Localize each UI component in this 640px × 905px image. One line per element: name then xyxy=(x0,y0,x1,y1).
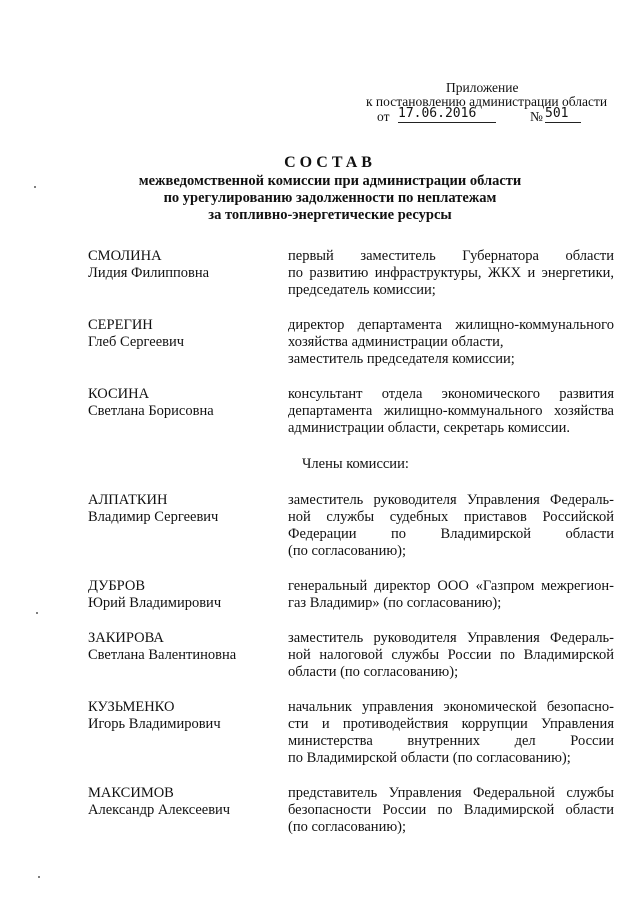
person-name xyxy=(88,492,278,526)
role-line: заместитель председателя комиссии; xyxy=(288,351,515,367)
person-name xyxy=(88,785,278,819)
person-role xyxy=(288,317,614,368)
person-given-names: Глеб Сергеевич xyxy=(88,334,185,350)
person-surname: АЛПАТКИН xyxy=(88,492,168,508)
person-name xyxy=(88,386,278,420)
document-subtitle-line-3: за топливно-энергетические ресурсы xyxy=(208,207,452,223)
person-role xyxy=(288,630,614,681)
role-line: генеральный директор ООО «Газпром межрегион- xyxy=(288,578,614,594)
person-surname: МАКСИМОВ xyxy=(88,785,174,801)
person-given-names: Александр Алексеевич xyxy=(88,802,231,818)
role-line: начальник управления экономической безопасно- xyxy=(288,699,614,715)
role-line: ной налоговой службы России по Владимирской xyxy=(288,647,614,663)
role-line: хозяйства администрации области, xyxy=(288,334,504,350)
person-given-names: Светлана Валентиновна xyxy=(88,647,237,663)
role-line: области (по согласованию); xyxy=(288,664,459,680)
role-line: представитель Управления Федеральной службы xyxy=(288,785,614,801)
person-surname: ДУБРОВ xyxy=(88,578,146,594)
role-line: администрации области, секретарь комиссии. xyxy=(288,420,570,436)
role-line: (по согласованию); xyxy=(288,543,407,559)
person-role xyxy=(288,492,614,560)
person-name xyxy=(88,578,278,612)
attachment-date: 17.06.2016 xyxy=(398,106,496,123)
document-subtitle-line-2: по урегулированию задолженности по неплатежам xyxy=(163,190,497,206)
role-line: безопасности России по Владимирской области xyxy=(288,802,614,818)
attachment-decree: к постановлению администрации области xyxy=(366,94,608,109)
role-line: директор департамента жилищно-коммунального xyxy=(288,317,614,333)
role-line: заместитель руководителя Управления Федераль- xyxy=(288,492,614,508)
person-role xyxy=(288,578,614,612)
person-surname: СЕРЕГИН xyxy=(88,317,153,333)
scan-speck xyxy=(36,612,38,614)
document-subtitle-line-1: межведомственной комиссии при администрации области xyxy=(138,173,522,189)
role-line: по развитию инфраструктуры, ЖКХ и энергетики, xyxy=(288,265,614,281)
attachment-from-label: от xyxy=(377,109,390,124)
person-given-names: Владимир Сергеевич xyxy=(88,509,219,525)
role-line: ной службы судебных приставов Российской xyxy=(288,509,614,525)
person-surname: СМОЛИНА xyxy=(88,248,162,264)
person-role xyxy=(288,699,614,767)
attachment-number-label: № xyxy=(530,109,543,124)
person-surname: ЗАКИРОВА xyxy=(88,630,164,646)
attachment-title: Приложение xyxy=(446,80,519,95)
role-line: (по согласованию); xyxy=(288,819,407,835)
person-role xyxy=(288,386,614,437)
person-given-names: Лидия Филипповна xyxy=(88,265,210,281)
role-line: по Владимирской области (по согласованию); xyxy=(288,750,571,766)
person-surname: КОСИНА xyxy=(88,386,150,402)
person-name xyxy=(88,630,278,664)
attachment-number: 501 xyxy=(545,106,581,123)
scan-speck xyxy=(38,876,40,878)
person-role xyxy=(288,785,614,836)
role-line: министерства внутренних дел России xyxy=(288,733,614,749)
role-line: заместитель руководителя Управления Федераль- xyxy=(288,630,614,646)
scan-speck xyxy=(34,186,36,188)
role-line: первый заместитель Губернатора области xyxy=(288,248,614,264)
role-line: Федерации по Владимирской области xyxy=(288,526,614,542)
members-label: Члены комиссии: xyxy=(302,456,409,472)
role-line: консультант отдела экономического развития xyxy=(288,386,614,402)
person-role xyxy=(288,248,614,299)
role-line: газ Владимир» (по согласованию); xyxy=(288,595,502,611)
person-given-names: Игорь Владимирович xyxy=(88,716,221,732)
role-line: сти и противодействия коррупции Управления xyxy=(288,716,614,732)
person-given-names: Юрий Владимирович xyxy=(88,595,222,611)
person-name xyxy=(88,248,278,282)
role-line: департамента жилищно-коммунального хозяйства xyxy=(288,403,614,419)
document-title: СОСТАВ xyxy=(284,154,376,171)
person-name xyxy=(88,699,278,733)
person-surname: КУЗЬМЕНКО xyxy=(88,699,175,715)
person-given-names: Светлана Борисовна xyxy=(88,403,214,419)
person-name xyxy=(88,317,278,351)
role-line: председатель комиссии; xyxy=(288,282,436,298)
